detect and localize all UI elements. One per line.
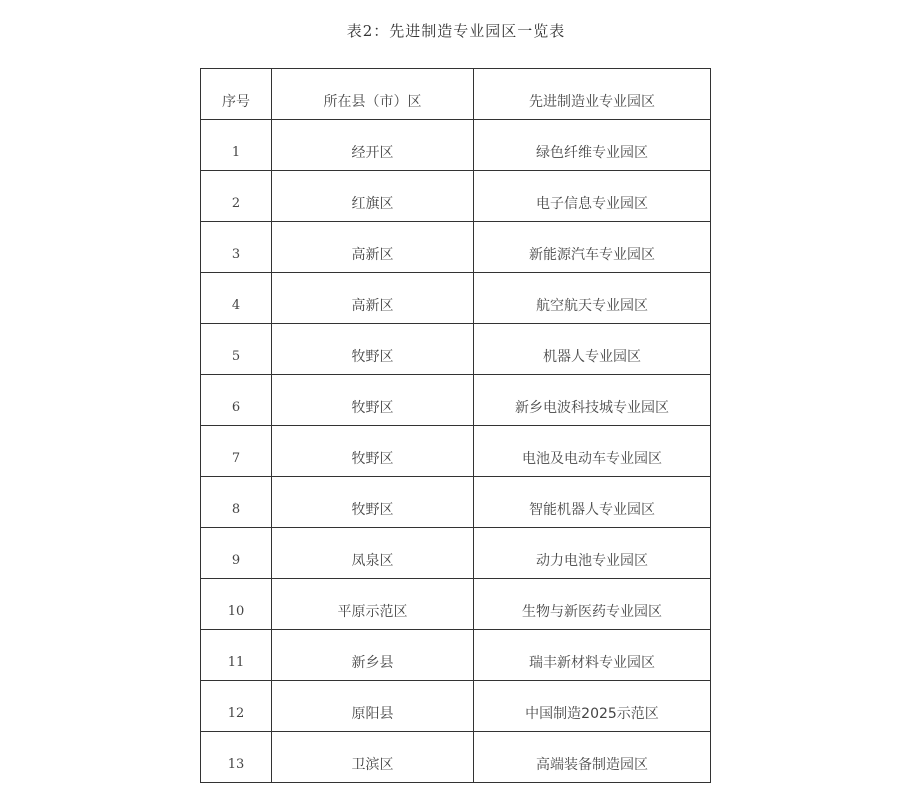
parks-table bbox=[200, 68, 711, 783]
table-row bbox=[201, 630, 711, 681]
row-park-cell: 机器人专业园区 bbox=[474, 324, 711, 375]
row-index-cell: 8 bbox=[201, 477, 272, 528]
row-index-cell: 13 bbox=[201, 732, 272, 783]
table-body bbox=[201, 120, 711, 783]
row-park-cell: 高端装备制造园区 bbox=[474, 732, 711, 783]
table-row bbox=[201, 273, 711, 324]
table-title: 表2：先进制造专业园区一览表 bbox=[346, 22, 566, 40]
row-park-cell: 瑞丰新材料专业园区 bbox=[474, 630, 711, 681]
row-district-cell: 平原示范区 bbox=[272, 579, 474, 630]
row-park-cell: 中国制造2025示范区 bbox=[474, 681, 711, 732]
row-district-cell: 凤泉区 bbox=[272, 528, 474, 579]
table-row bbox=[201, 324, 711, 375]
table-row bbox=[201, 222, 711, 273]
row-district-cell: 牧野区 bbox=[272, 426, 474, 477]
row-index-cell: 10 bbox=[201, 579, 272, 630]
row-index-cell: 4 bbox=[201, 273, 272, 324]
row-index-cell: 3 bbox=[201, 222, 272, 273]
row-park-cell: 新能源汽车专业园区 bbox=[474, 222, 711, 273]
row-district-cell: 红旗区 bbox=[272, 171, 474, 222]
row-index-cell: 11 bbox=[201, 630, 272, 681]
header-district: 所在县（市）区 bbox=[272, 69, 474, 120]
row-park-cell: 动力电池专业园区 bbox=[474, 528, 711, 579]
row-district-cell: 高新区 bbox=[272, 273, 474, 324]
row-district-cell: 牧野区 bbox=[272, 375, 474, 426]
row-park-cell: 新乡电波科技城专业园区 bbox=[474, 375, 711, 426]
row-district-cell: 新乡县 bbox=[272, 630, 474, 681]
row-district-cell: 卫滨区 bbox=[272, 732, 474, 783]
row-index-cell: 2 bbox=[201, 171, 272, 222]
header-park: 先进制造业专业园区 bbox=[474, 69, 711, 120]
row-district-cell: 高新区 bbox=[272, 222, 474, 273]
row-index-cell: 1 bbox=[201, 120, 272, 171]
table-row bbox=[201, 375, 711, 426]
table-row bbox=[201, 477, 711, 528]
row-park-cell: 电子信息专业园区 bbox=[474, 171, 711, 222]
table-row bbox=[201, 579, 711, 630]
parks-table-container bbox=[200, 68, 710, 783]
row-district-cell: 牧野区 bbox=[272, 324, 474, 375]
row-park-cell: 航空航天专业园区 bbox=[474, 273, 711, 324]
table-header-row bbox=[201, 69, 711, 120]
table-row bbox=[201, 732, 711, 783]
row-district-cell: 原阳县 bbox=[272, 681, 474, 732]
row-park-cell: 智能机器人专业园区 bbox=[474, 477, 711, 528]
row-index-cell: 7 bbox=[201, 426, 272, 477]
row-park-cell: 电池及电动车专业园区 bbox=[474, 426, 711, 477]
row-district-cell: 经开区 bbox=[272, 120, 474, 171]
row-park-cell: 生物与新医药专业园区 bbox=[474, 579, 711, 630]
table-row bbox=[201, 681, 711, 732]
row-index-cell: 6 bbox=[201, 375, 272, 426]
header-index: 序号 bbox=[201, 69, 272, 120]
table-row bbox=[201, 171, 711, 222]
row-index-cell: 9 bbox=[201, 528, 272, 579]
row-park-cell: 绿色纤维专业园区 bbox=[474, 120, 711, 171]
row-index-cell: 12 bbox=[201, 681, 272, 732]
table-row bbox=[201, 120, 711, 171]
row-district-cell: 牧野区 bbox=[272, 477, 474, 528]
row-index-cell: 5 bbox=[201, 324, 272, 375]
table-row bbox=[201, 426, 711, 477]
table-row bbox=[201, 528, 711, 579]
